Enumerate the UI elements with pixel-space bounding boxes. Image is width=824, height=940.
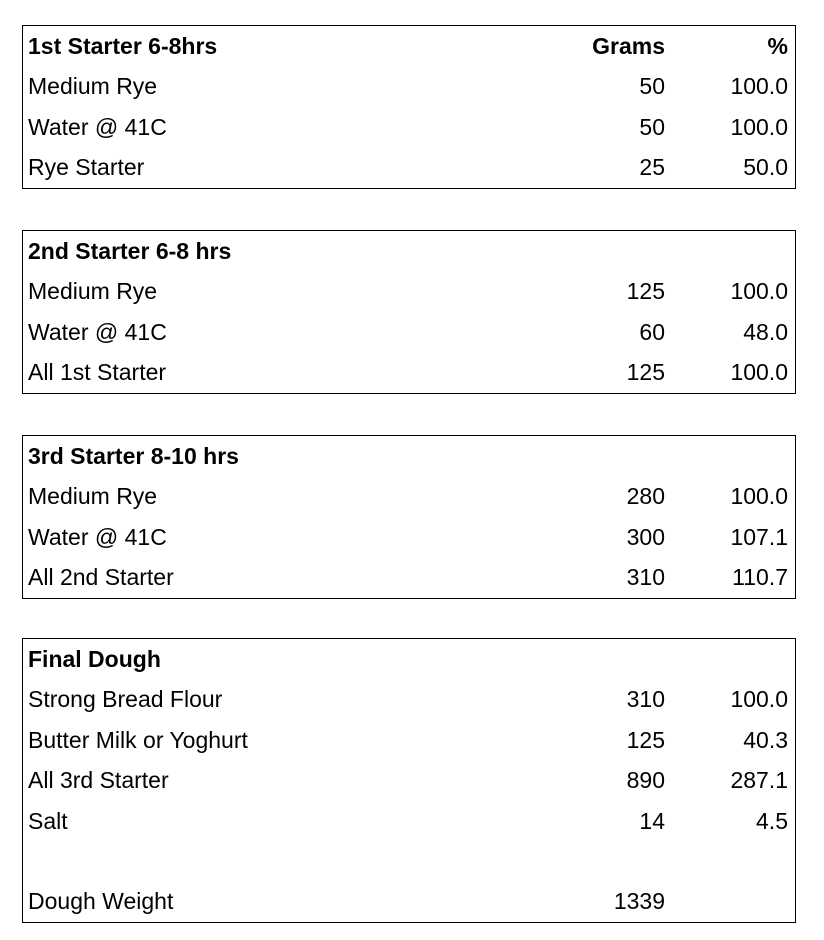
table-title: 1st Starter 6-8hrs	[28, 33, 218, 59]
ingredient-percent: 110.7	[732, 564, 788, 591]
ingredient-name: All 3rd Starter	[28, 767, 169, 794]
ingredient-percent: 100.0	[730, 686, 788, 713]
table-row	[23, 517, 795, 557]
table-header-row	[23, 26, 795, 66]
table-row	[23, 352, 795, 392]
second-starter-table	[22, 230, 796, 394]
table-row	[23, 679, 795, 719]
dough-weight-label: Dough Weight	[28, 888, 174, 915]
table-row	[23, 476, 795, 516]
table-row	[23, 720, 795, 760]
ingredient-percent: 100.0	[730, 278, 788, 305]
table-header-row	[23, 639, 795, 679]
ingredient-percent: 40.3	[743, 726, 788, 753]
first-starter-table	[22, 25, 796, 189]
ingredient-name: Medium Rye	[28, 73, 158, 100]
ingredient-grams: 280	[626, 483, 665, 510]
ingredient-percent: 100.0	[730, 483, 788, 510]
ingredient-name: All 2nd Starter	[28, 564, 174, 591]
ingredient-percent: 287.1	[730, 767, 788, 794]
table-row	[23, 107, 795, 147]
ingredient-percent: 100.0	[730, 73, 788, 100]
third-starter-table	[22, 435, 796, 599]
ingredient-grams: 125	[626, 359, 665, 386]
table-row	[23, 147, 795, 187]
ingredient-name: Medium Rye	[28, 483, 158, 510]
spacer-row	[23, 841, 795, 881]
ingredient-grams: 300	[626, 523, 665, 550]
grams-column-header: Grams	[592, 33, 665, 59]
ingredient-grams: 125	[626, 278, 665, 305]
ingredient-name: Water @ 41C	[28, 318, 167, 345]
ingredient-grams: 50	[639, 113, 665, 140]
table-title: 3rd Starter 8-10 hrs	[28, 443, 239, 469]
ingredient-grams: 14	[639, 807, 665, 834]
ingredient-percent: 48.0	[743, 318, 788, 345]
table-title: Final Dough	[28, 646, 161, 672]
ingredient-name: All 1st Starter	[28, 359, 167, 386]
dough-weight-value: 1339	[613, 888, 665, 915]
ingredient-grams: 310	[626, 686, 665, 713]
table-row	[23, 66, 795, 106]
table-row	[23, 557, 795, 597]
ingredient-grams: 310	[626, 564, 665, 591]
final-dough-table	[22, 638, 796, 923]
ingredient-grams: 60	[639, 318, 665, 345]
table-row	[23, 801, 795, 841]
ingredient-name: Medium Rye	[28, 278, 158, 305]
ingredient-percent: 107.1	[730, 523, 788, 550]
ingredient-name: Water @ 41C	[28, 523, 167, 550]
dough-weight-row	[23, 881, 795, 921]
ingredient-percent: 4.5	[756, 807, 788, 834]
table-title: 2nd Starter 6-8 hrs	[28, 238, 232, 264]
ingredient-name: Water @ 41C	[28, 113, 167, 140]
percent-column-header: %	[767, 33, 788, 59]
table-header-row	[23, 231, 795, 271]
table-row	[23, 271, 795, 311]
ingredient-grams: 25	[639, 154, 665, 181]
ingredient-name: Salt	[28, 807, 68, 834]
ingredient-percent: 100.0	[730, 359, 788, 386]
ingredient-grams: 125	[626, 726, 665, 753]
table-row	[23, 760, 795, 800]
ingredient-percent: 50.0	[743, 154, 788, 181]
table-row	[23, 312, 795, 352]
ingredient-name: Butter Milk or Yoghurt	[28, 726, 248, 753]
ingredient-grams: 50	[639, 73, 665, 100]
ingredient-percent: 100.0	[730, 113, 788, 140]
ingredient-name: Rye Starter	[28, 154, 145, 181]
ingredient-name: Strong Bread Flour	[28, 686, 223, 713]
ingredient-grams: 890	[626, 767, 665, 794]
table-header-row	[23, 436, 795, 476]
